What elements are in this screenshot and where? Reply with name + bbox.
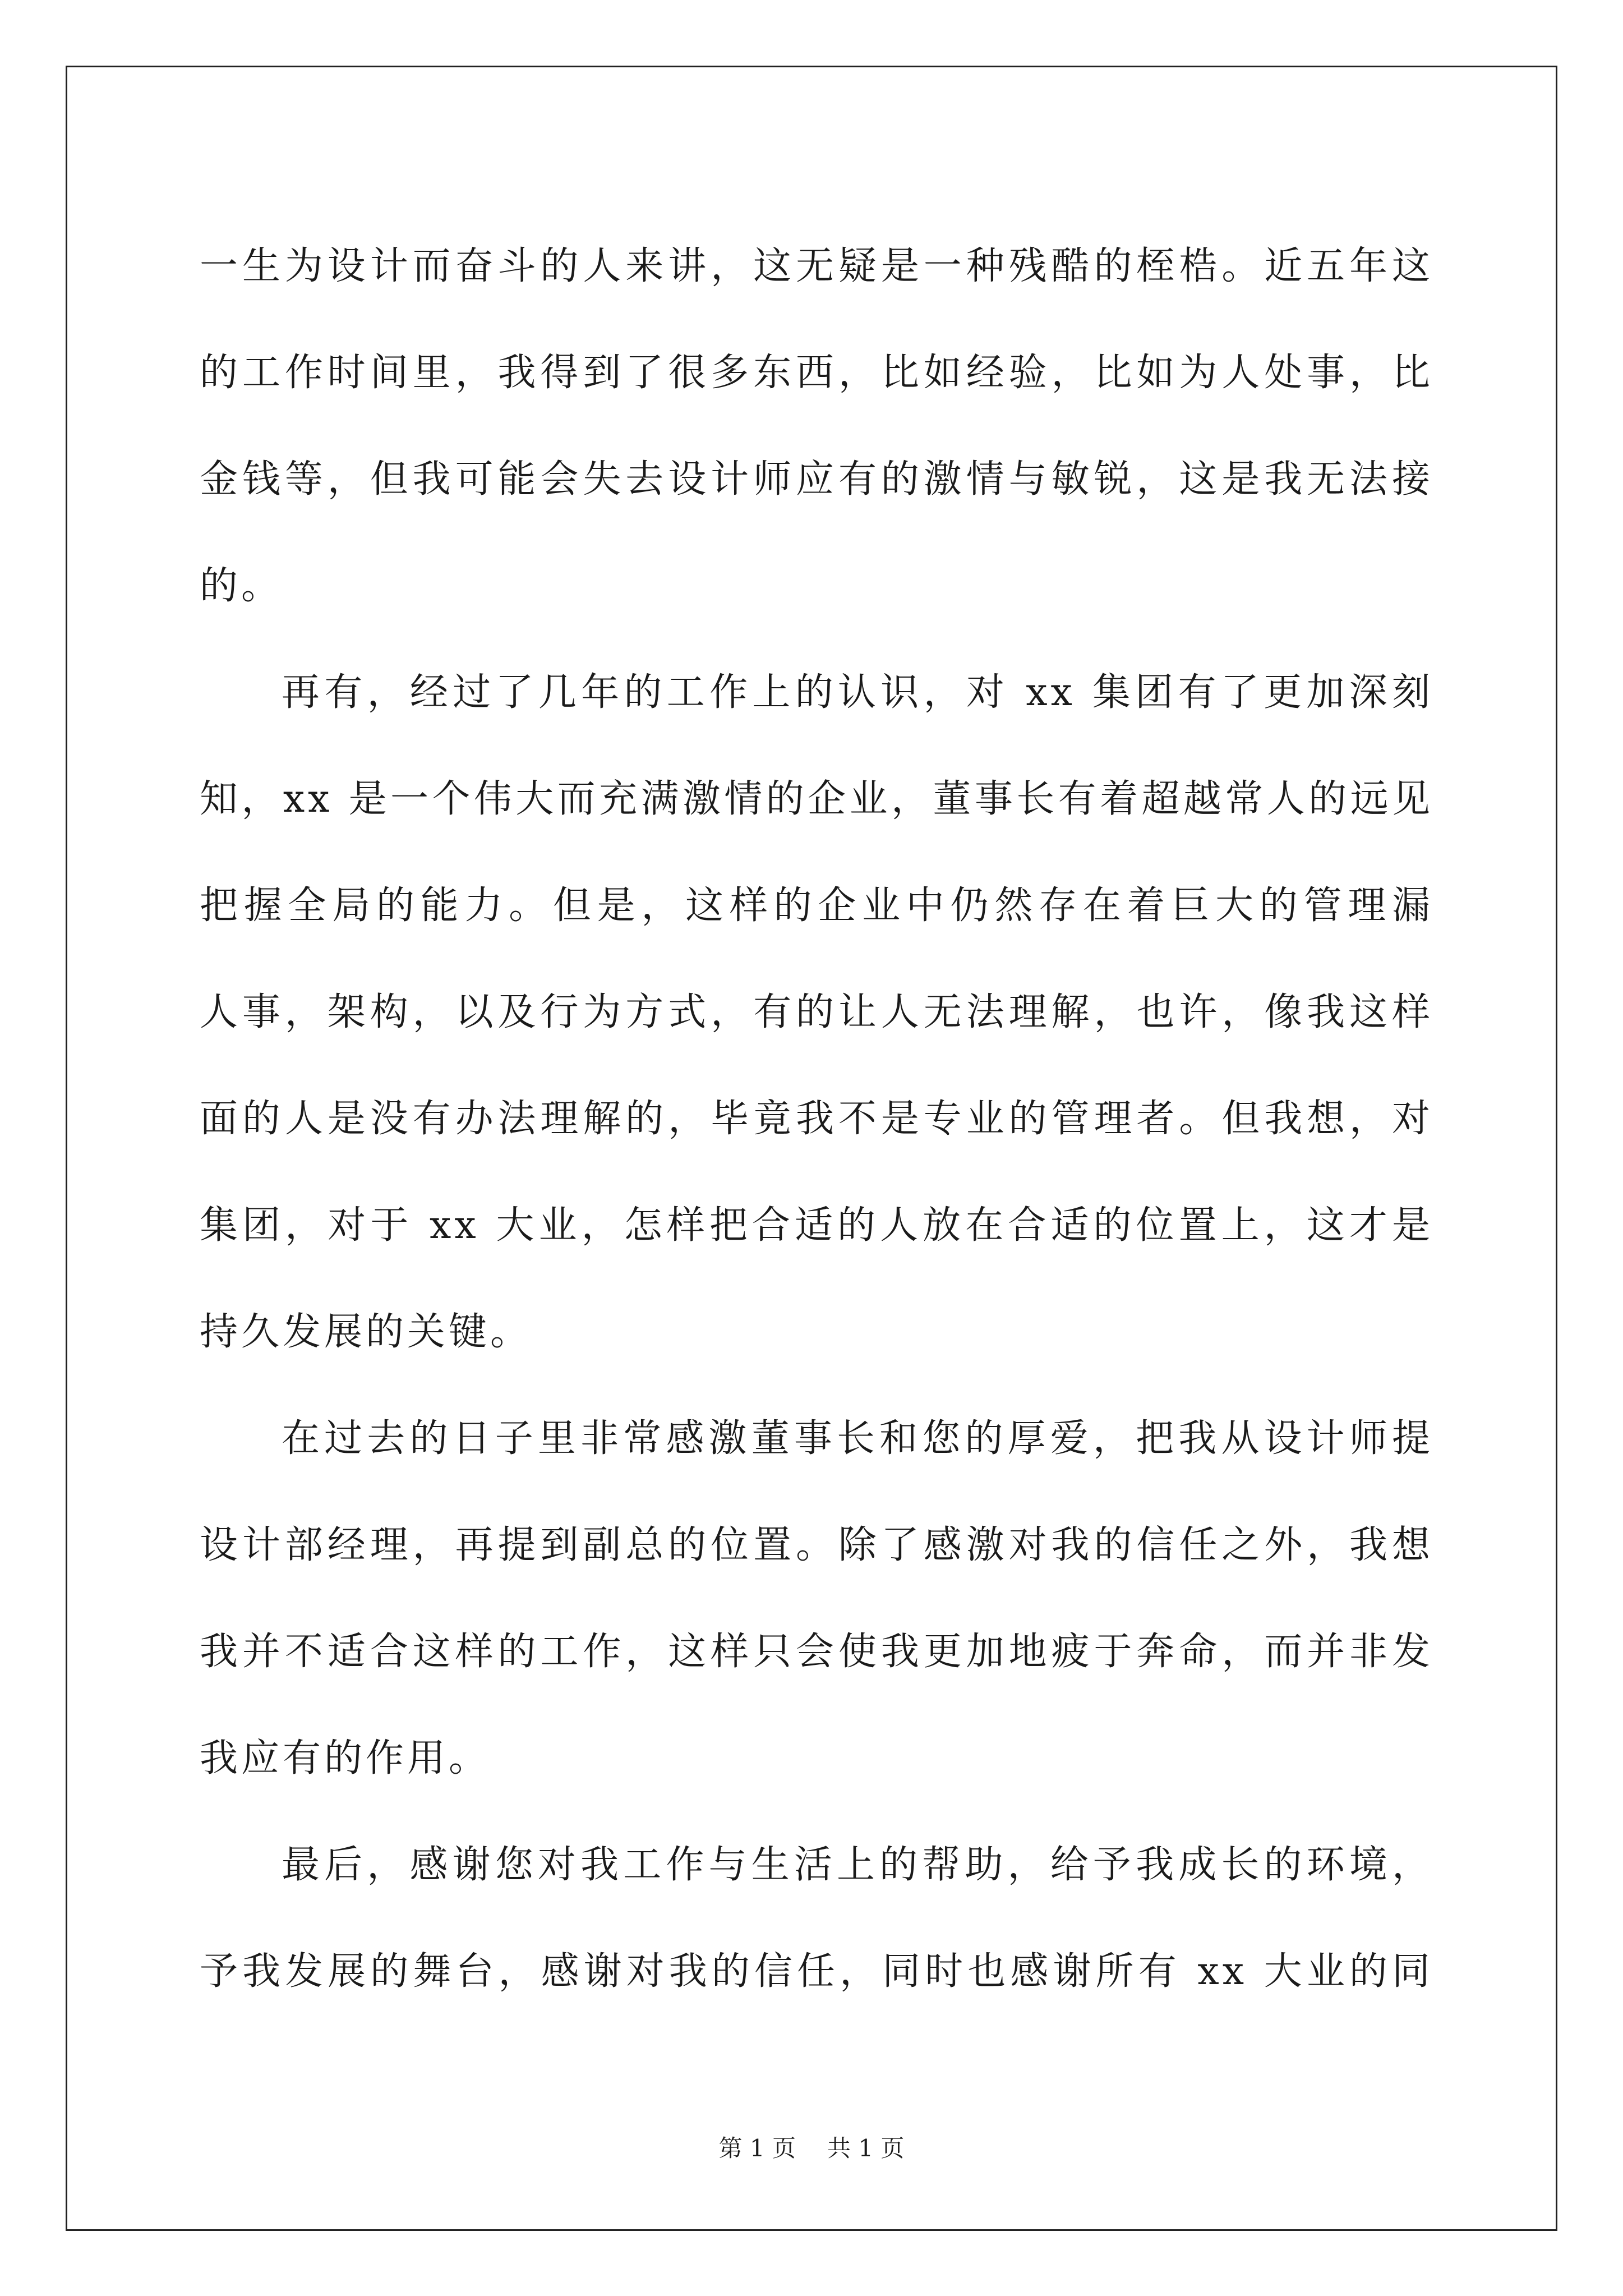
text-line: 金钱等，但我可能会失去设计师应有的激情与敏锐，这是我无法接 [200,457,1433,501]
text-line: 我应有的作用。 [200,1736,491,1780]
text-line: 一生为设计而奋斗的人来讲，这无疑是一种残酷的桎梏。近五年这 [200,244,1433,288]
page-number-current: 第 1 页 [718,2134,796,2162]
text-line: 持久发展的关键。 [200,1310,532,1354]
text-line: 予我发展的舞台，感谢对我的信任，同时也感谢所有 xx 大业的同 [200,1949,1433,1994]
text-line: 在过去的日子里非常感激董事长和您的厚爱，把我从设计师提 [282,1416,1433,1461]
text-line: 设计部经理，再提到副总的位置。除了感激对我的信任之外，我想 [200,1523,1433,1567]
text-line: 把握全局的能力。但是，这样的企业中仍然存在着巨大的管理漏 [200,884,1433,928]
text-line: 最后，感谢您对我工作与生活上的帮助，给予我成长的环境， [282,1843,1433,1887]
text-line: 知，xx 是一个伟大而充满激情的企业，董事长有着超越常人的远见 [200,777,1433,821]
document-body [200,213,1433,2025]
page-footer [0,2132,1623,2165]
text-line: 面的人是没有办法理解的，毕竟我不是专业的管理者。但我想，对 [200,1097,1433,1141]
page-number-total: 共 1 页 [827,2134,905,2162]
text-line: 再有，经过了几年的工作上的认识，对 xx 集团有了更加深刻 [282,670,1433,715]
text-line: 集团，对于 xx 大业，怎样把合适的人放在合适的位置上，这才是 [200,1203,1433,1248]
text-line: 我并不适合这样的工作，这样只会使我更加地疲于奔命，而并非发 [200,1630,1433,1674]
text-line: 的。 [200,564,283,608]
text-line: 的工作时间里，我得到了很多东西，比如经验，比如为人处事，比 [200,351,1433,395]
text-line: 人事，架构，以及行为方式，有的让人无法理解，也许，像我这样 [200,990,1433,1034]
